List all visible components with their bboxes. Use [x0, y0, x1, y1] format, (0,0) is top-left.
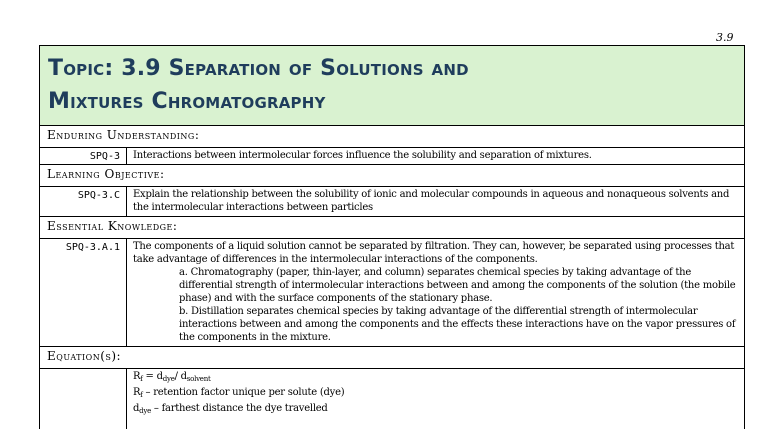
essential-knowledge-intro: The components of a liquid solution cannot be separated by filtration. They can, however, be separated using processes that take advantage of differences in the intermolecular interactions of the components.: [133, 241, 735, 265]
learning-objective-code: SPQ-3.C: [40, 187, 127, 216]
enduring-understanding-row: [40, 148, 744, 165]
topic-title-line1: Topic: 3.9 Separation of Solutions and: [48, 56, 469, 81]
page-number: 3.9: [716, 31, 734, 44]
equations-heading: Equation(s):: [40, 347, 744, 369]
learning-objective-text: Explain the relationship between the solubility of ionic and molecular compounds in aqueous and nonaqueous solvents and the intermolecular interactions between particles: [133, 189, 730, 213]
essential-knowledge-item-b: b. Distillation separates chemical species by taking advantage of the differential strength of intermolecular interactions between and among the components and the effects these interactions have on the vapor pressures of the components in the mixture.: [179, 306, 736, 343]
enduring-understanding-code: SPQ-3: [40, 148, 127, 164]
equations-row: [40, 369, 744, 429]
equation-rf: $R_f = d_{dye}/$ $d_{solvent}$: [133, 371, 211, 383]
topic-sheet: [39, 45, 745, 429]
learning-objective-row: [40, 187, 744, 217]
topic-title: [40, 46, 744, 126]
equations-body: [127, 369, 744, 429]
enduring-understanding-text: Interactions between intermolecular forces influence the solubility and separation of mixtures.: [133, 150, 592, 161]
essential-knowledge-row: [40, 239, 744, 347]
enduring-understanding-heading: Enduring Understanding:: [40, 126, 744, 148]
topic-title-line2: Mixtures Chromatography: [48, 89, 326, 114]
essential-knowledge-item-a: a. Chromatography (paper, thin-layer, and column) separates chemical species by taking advantage of the differential strength of intermolecular interactions between and among the components of the solution (the mobile phase) and with the surface components of the stationary phase.: [179, 267, 736, 304]
learning-objective-heading: Learning Objective:: [40, 165, 744, 187]
equations-code-cell: [40, 369, 127, 429]
essential-knowledge-body: [127, 239, 744, 346]
equation-rf-definition: $R_f$ – retention factor unique per solute (dye): [133, 387, 345, 399]
equation-ddye-definition: $d_{dye}$ – farthest distance the dye travelled: [133, 403, 328, 415]
essential-knowledge-code: SPQ-3.A.1: [40, 239, 127, 346]
essential-knowledge-heading: Essential Knowledge:: [40, 217, 744, 239]
